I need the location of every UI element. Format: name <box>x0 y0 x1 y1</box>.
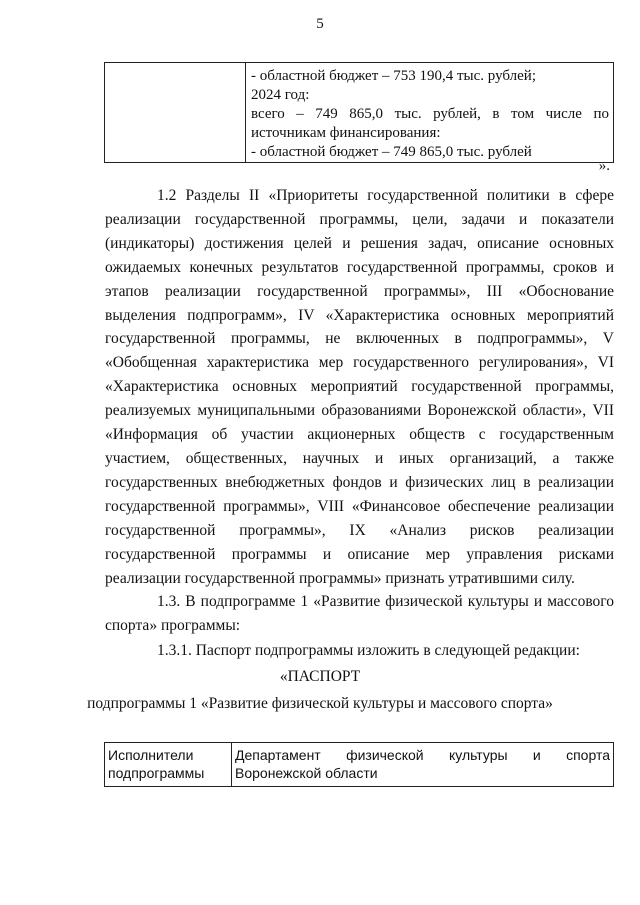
funding-line: - областной бюджет – 753 190,4 тыс. рублей; <box>251 68 536 84</box>
passport-heading: «ПАСПОРТ <box>279 668 361 685</box>
passport-table <box>104 742 614 787</box>
paragraph-subprogram-1: 1.3. В подпрограмме 1 «Развитие физической культуры и массового спорта» программы: <box>105 593 614 635</box>
passport-label-cell: Исполнители подпрограммы <box>105 743 232 787</box>
page-number: 5 <box>316 16 324 32</box>
funding-line: всего – 749 865,0 тыс. рублей, в том числе по <box>251 106 609 122</box>
table-row <box>105 743 614 787</box>
paragraph-sections-repealed: 1.2 Разделы II «Приоритеты государственной политики в сфере реализации государственной программы, цели, задачи и показатели (индикаторы) достижения целей и решения задач, описание основных ожидаемых конечных результатов государственной программы, сроков и этапов реализации государственной программы», III «Обоснование выделения подпрограмм», IV «Характеристика основных мероприятий государственной программы, не включенных в подпрограммы», V «Обобщенная характеристика мер государственного регулирования», VI «Характеристика основных мероприятий государственной программы, реализуемых муниципальными образованиями Воронежской области», VII «Информация об участии акционерных обществ с государственным участием, общественных, научных и иных организаций, а также государственных внебюджетных фондов и физических лиц в реализации государственной программы», VIII «Финансовое обеспечение реализации государственной программы», IX «Анализ рисков реализации государственной программы и описание мер управления рисками реализации государственной программы» признать утратившими силу. <box>105 187 614 587</box>
funding-line: источникам финансирования: <box>251 125 441 141</box>
closing-quote: ». <box>598 158 610 174</box>
paragraph-passport-edit: 1.3.1. Паспорт подпрограммы изложить в следующей редакции: <box>157 642 580 660</box>
funding-table <box>104 62 614 163</box>
funding-line: 2024 год: <box>251 87 310 103</box>
funding-line: - областной бюджет – 749 865,0 тыс. рублей <box>251 144 532 160</box>
funding-table-value-cell <box>246 63 614 163</box>
funding-table-label-cell <box>105 63 246 163</box>
passport-subtitle: подпрограммы 1 «Развитие физической культуры и массового спорта» <box>87 695 553 712</box>
document-body <box>105 184 614 663</box>
passport-value-cell: Департамент физической культуры и спорта Воронежской области <box>232 743 614 787</box>
